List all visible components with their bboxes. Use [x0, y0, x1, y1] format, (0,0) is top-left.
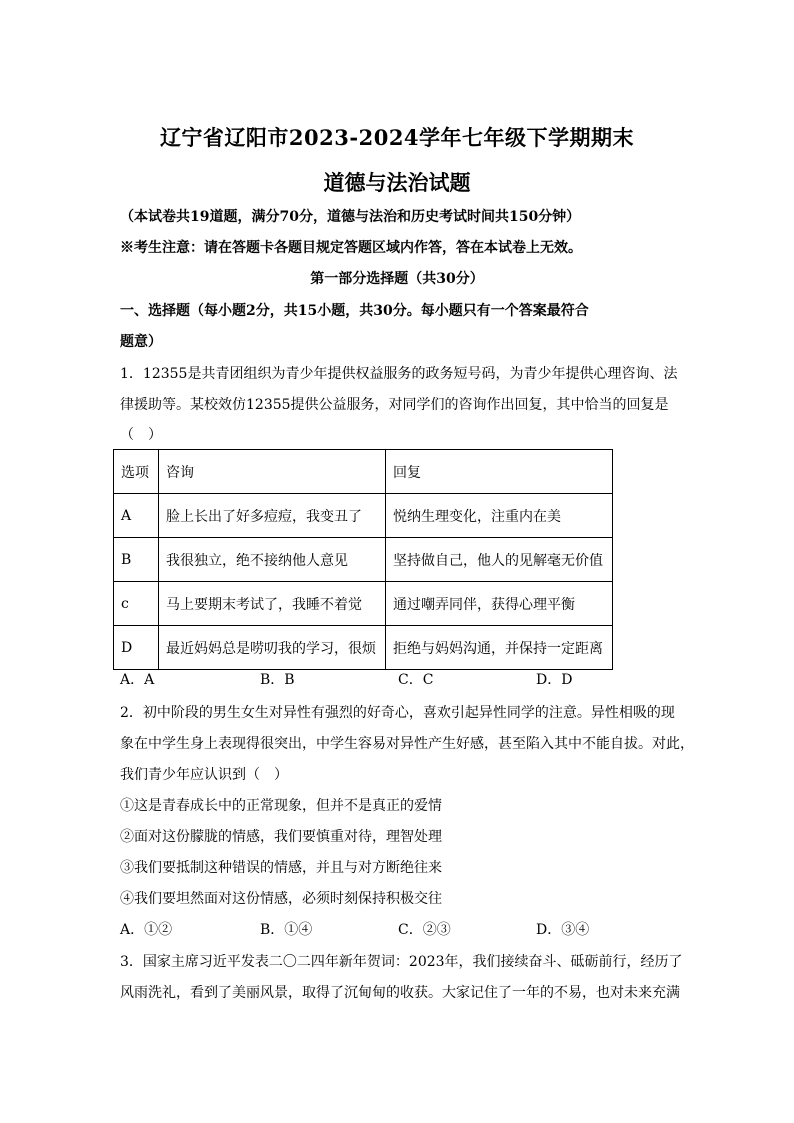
table-cell: 脸上长出了好多痘痘，我变丑了 [159, 494, 386, 538]
option-a: A．①② [120, 922, 173, 938]
table-cell: 拒绝与妈妈沟通，并保持一定距离 [386, 626, 613, 670]
table-cell: 马上要期末考试了，我睡不着觉 [159, 582, 386, 626]
q2-options [120, 919, 589, 939]
attention-note: ※考生注意：请在答题卡各题目规定答题区域内作答，答在本试卷上无效。 [120, 240, 582, 256]
q2-stem-line3: 我们青少年应认识到（ ） [120, 767, 288, 783]
q1-stem-line2: 律援助等。某校效仿12355提供公益服务，对同学们的咨询作出回复，其中恰当的回复是 [120, 397, 669, 413]
option-d: D．③④ [536, 922, 590, 938]
table-row [114, 538, 613, 582]
table-cell: B [114, 538, 159, 582]
table-row [114, 626, 613, 670]
table-cell: c [114, 582, 159, 626]
table-header-cell: 咨询 [159, 450, 386, 494]
table-cell: D [114, 626, 159, 670]
q1-table [113, 449, 613, 670]
q1-stem-line3: （ ） [120, 427, 162, 443]
table-header-cell: 选项 [114, 450, 159, 494]
table-cell: 悦纳生理变化，注重内在美 [386, 494, 613, 538]
exam-title: 辽宁省辽阳市2023-2024学年七年级下学期期末 [159, 125, 635, 150]
option-c: C．C [398, 672, 434, 688]
exam-subject-title: 道德与法治试题 [323, 170, 471, 195]
option-c: C．②③ [398, 922, 451, 938]
part-title: 第一部分选择题（共30分） [310, 271, 484, 287]
table-header-cell: 回复 [386, 450, 613, 494]
q3-stem-line2: 风雨洗礼，看到了美丽风景，取得了沉甸甸的收获。大家记住了一年的不易，也对未来充满 [120, 985, 680, 1001]
exam-note: （本试卷共19道题，满分70分，道德与法治和历史考试时间共150分钟） [120, 209, 581, 225]
option-b: B．B [260, 672, 295, 688]
table-cell: 通过嘲弄同伴，获得心理平衡 [386, 582, 613, 626]
q2-stem-line2: 象在中学生身上表现得很突出，中学生容易对异性产生好感，甚至陷入其中不能自拔。对此， [120, 736, 694, 752]
q2-item: ②面对这份朦胧的情感，我们要慎重对待，理智处理 [120, 829, 442, 845]
table-row [114, 494, 613, 538]
section-heading-cont: 题意） [120, 334, 162, 350]
q2-item: ④我们要坦然面对这份情感，必须时刻保持积极交往 [120, 891, 442, 907]
table-cell: 我很独立，绝不接纳他人意见 [159, 538, 386, 582]
table-cell: A [114, 494, 159, 538]
q3-stem-line1: 3．国家主席习近平发表二〇二四年新年贺词：2023年，我们接续奋斗、砥砺前行，经历了 [120, 954, 683, 970]
q2-item: ①这是青春成长中的正常现象，但并不是真正的爱情 [120, 798, 442, 814]
table-row [114, 582, 613, 626]
q1-stem-line1: 1．12355是共青团组织为青少年提供权益服务的政务短号码，为青少年提供心理咨询、法 [120, 366, 678, 382]
table-cell: 坚持做自己，他人的见解毫无价值 [386, 538, 613, 582]
table-header-row [114, 450, 613, 494]
table-cell: 最近妈妈总是唠叨我的学习，很烦 [159, 626, 386, 670]
section-heading: 一、选择题（每小题2分，共15小题，共30分。每小题只有一个答案最符合 [120, 303, 589, 319]
q2-item: ③我们要抵制这种错误的情感，并且与对方断绝往来 [120, 860, 442, 876]
option-d: D．D [536, 672, 573, 688]
option-b: B．①④ [260, 922, 313, 938]
q2-stem-line1: 2．初中阶段的男生女生对异性有强烈的好奇心，喜欢引起异性同学的注意。异性相吸的现 [120, 705, 675, 721]
option-a: A．A [120, 672, 155, 688]
q1-options [120, 669, 572, 689]
